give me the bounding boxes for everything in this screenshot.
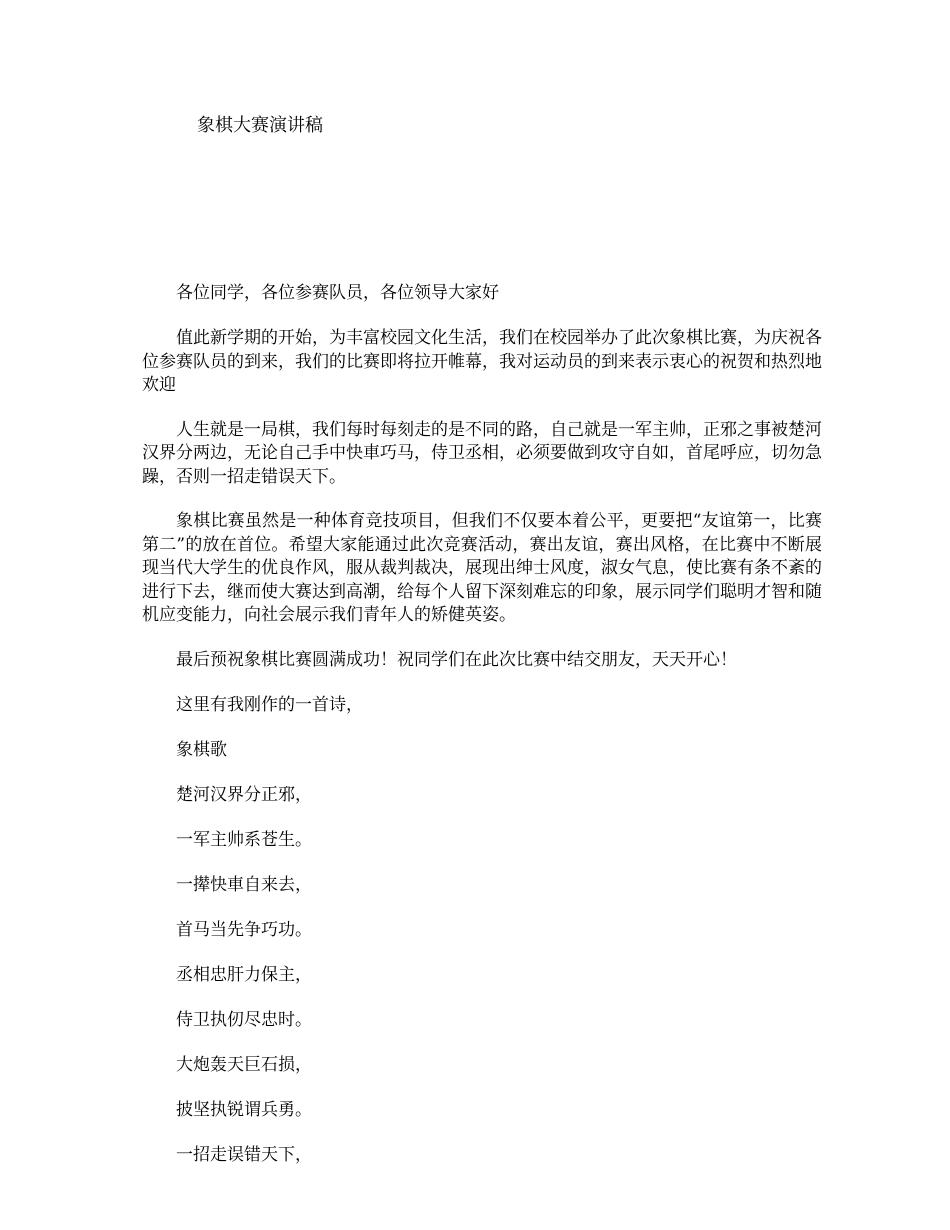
closing-wish: 最后预祝象棋比赛圆满成功！祝同学们在此次比赛中结交朋友，天天开心！ xyxy=(176,649,737,670)
poem-line: 丞相忠肝力保主， xyxy=(176,964,312,985)
document-body xyxy=(142,282,822,1189)
poem-intro: 这里有我刚作的一首诗， xyxy=(176,694,363,715)
poem-line: 一招走误错天下， xyxy=(176,1144,312,1165)
document-title: 象棋大赛演讲稿 xyxy=(197,115,323,136)
poem-line: 楚河汉界分正邪， xyxy=(176,784,312,805)
poem-line: 一撵快車自来去， xyxy=(176,874,312,895)
paragraph-opening: 值此新学期的开始，为丰富校园文化生活，我们在校园举办了此次象棋比赛，为庆祝各位参赛队员的到来，我们的比赛即将拉开帷幕，我对运动员的到来表示衷心的祝贺和热烈地欢迎 xyxy=(142,328,822,395)
poem-line: 一军主帅系苍生。 xyxy=(176,829,312,850)
poem-title: 象棋歌 xyxy=(176,739,227,760)
poem-line: 侍卫执仞尽忠时。 xyxy=(176,1009,312,1030)
poem-line: 首马当先争巧功。 xyxy=(176,919,312,940)
poem-line: 大炮轰天巨石损， xyxy=(176,1054,312,1075)
paragraph-friendship: 象棋比赛虽然是一种体育竞技项目，但我们不仅要本着公平，更要把“友谊第一，比赛第二”的放在首位。希望大家能通过此次竞赛活动，赛出友谊，赛出风格，在比赛中不断展现当代大学生的优良作风，服从裁判裁决，展现出绅士风度，淑女气息，使比赛有条不紊的进行下去，继而使大赛达到高潮，给每个人留下深刻难忘的印象，展示同学们聪明才智和随机应变能力，向社会展示我们青年人的矫健英姿。 xyxy=(142,511,822,625)
greeting: 各位同学，各位参赛队员，各位领导大家好 xyxy=(176,283,499,303)
poem-line: 披坚执锐谓兵勇。 xyxy=(176,1099,312,1120)
paragraph-life-chess: 人生就是一局棋，我们每时每刻走的是不同的路，自己就是一军主帅，正邪之事被楚河汉界分两边，无论自己手中快車巧马，侍卫丞相，必须要做到攻守自如，首尾呼应，切勿急躁，否则一招走错误天下。 xyxy=(142,419,822,487)
